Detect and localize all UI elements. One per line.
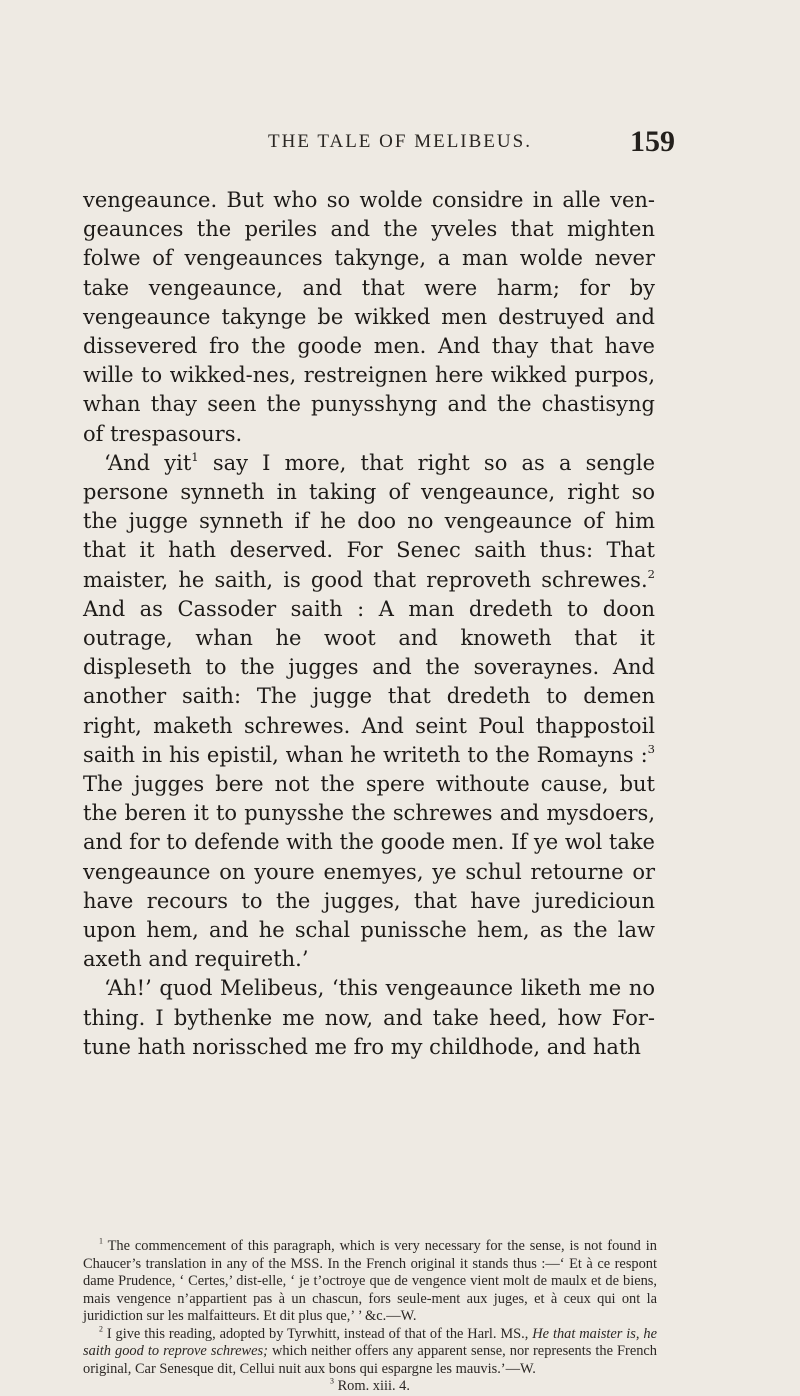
footnotes	[83, 1238, 657, 1396]
footnote	[83, 1238, 657, 1326]
footnote-text: which neither offers any apparent sense, nor represents the French original, Car Senesque dit, Cellui nuit aux bons qui espargne les mauvis.’—W.	[83, 1343, 657, 1377]
footnote-marker: 2	[99, 1324, 103, 1334]
text-run: ‘And yit	[104, 450, 192, 475]
running-head: THE TALE OF MELIBEUS.	[268, 131, 532, 152]
page-header	[0, 125, 800, 165]
paragraph: ‘Ah!’ quod Melibeus, ‘this vengeaunce liketh me no thing. I bythenke me now, and take heed, how For-tune hath norissched me fro my childhode, and hath	[83, 976, 655, 1059]
body-text	[83, 186, 655, 1062]
paragraph	[83, 449, 655, 975]
footnote-quote: He that maister is, he saith good to reprove schrewes;	[83, 1325, 657, 1359]
footnote-text: Rom. xiii. 4.	[333, 1378, 410, 1394]
footnote	[83, 1326, 657, 1379]
footnote-marker: 3	[330, 1376, 334, 1386]
footnote-ref: 2	[647, 566, 655, 581]
text-run: say I more, that right so as a sengle persone synneth in taking of vengeaunce, right so the jugge synneth if he doo no vengeaunce of him that it hath deserved. For Senec saith thus: That maister, he saith, is good that reproveth schrewes.	[83, 450, 655, 592]
text-run: And as Cassoder saith : A man dredeth to doon outrage, whan he woot and knoweth that it displeseth to the jugges and the soveraynes. And another saith: The jugge that dredeth to demen right, maketh schrewes. And seint Poul thappostoil saith in his epistil, whan he writeth to the Romayns :	[83, 596, 655, 767]
text-run: The jugges bere not the spere withoute cause, but the beren it to punysshe the schrewes and mysdoers, and for to defende with the goode men. If ye wol take vengeaunce on youre enemyes, ye schul retourne or have recours to the jugges, that have juredicioun upon hem, and he schal punissche hem, as the law axeth and requireth.’	[83, 772, 655, 972]
footnote-marker: 1	[99, 1236, 103, 1246]
footnote-ref: 3	[647, 741, 655, 756]
footnote-text: I give this reading, adopted by Tyrwhitt, instead of that of the Harl. MS.,	[102, 1325, 533, 1342]
footnote-text: The commencement of this paragraph, which is very necessary for the sense, is not found in Chaucer’s translation in any of the MSS. In the French original it stands thus :—‘ Et à ce respont dame Prudence, ‘ Certes,’ dist-elle, ‘ je t’octroye que de vengence vient molt de maulx et de biens, mais vengence n’appartient pas à un chascun, fors seule-ment aux juges, et à ceux qui ont la juridiction sur les malfaitteurs. Et dit plus que,’ ’ &c.—W.	[83, 1238, 657, 1324]
page-number: 159	[630, 125, 675, 158]
paragraph: vengeaunce. But who so wolde considre in alle ven-geaunces the periles and the yveles that mighten folwe of vengeaunces takynge, a man wolde never take vengeaunce, and that were harm; for by vengeaunce takynge be wikked men destruyed and dissevered fro the goode men. And thay that have wille to wikked-nes, restreignen here wikked purpos, whan thay seen the punysshyng and the chastisyng of trespasours.	[83, 188, 655, 446]
footnote-ref: 1	[191, 449, 199, 464]
